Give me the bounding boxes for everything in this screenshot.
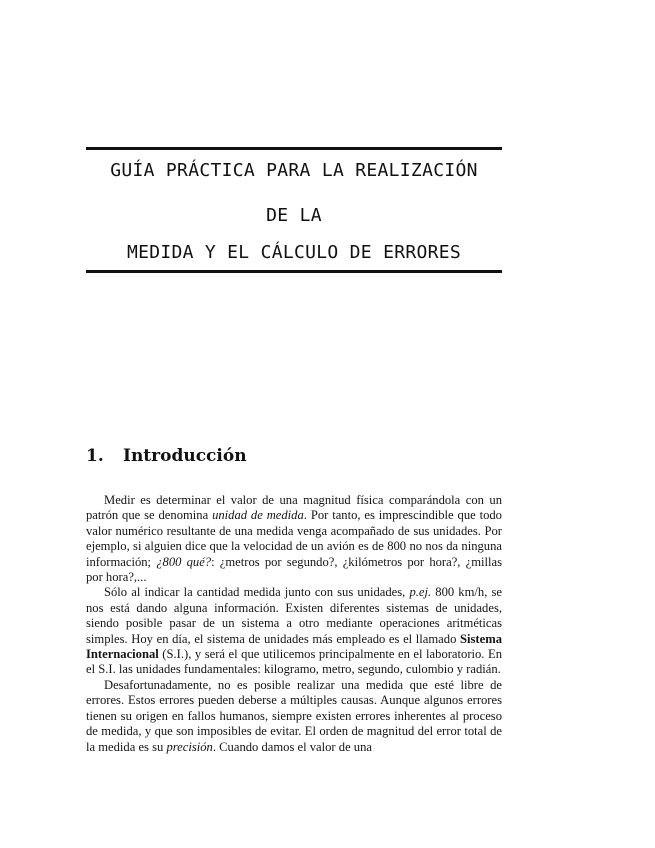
paragraph-2 [86,585,502,677]
paragraph-1-emphasis-unidad: unidad de medida [212,508,304,523]
paragraph-1-emphasis-question: ¿800 qué? [156,554,212,569]
paragraph-2-text-c: 800 km/h, se nos está dando alguna información. Existen diferentes sistemas de unidades, siendo posible pasar de un sistema a otro mediante operaciones aritméticas simples. Hoy en día, el sistema de unidades más empleado es el llamado [86,585,502,646]
paragraph-3-text-c: . Cuando damos el valor de una [212,739,372,754]
title-top-rule [86,147,502,150]
document-title-line-2: DE LA [266,205,322,226]
section-heading [86,446,247,466]
paragraph-1 [86,493,502,585]
paragraph-1-text-a: Medir es determinar el valor de una magnitud física comparándola con un patrón que se denomina [86,493,502,523]
paragraph-3 [86,678,502,755]
paragraph-2-text-a: Sólo al indicar la cantidad medida junto con sus unidades, [104,585,410,600]
paragraph-2-text-e: (S.I.), y será el que utilicemos principalmente en el laboratorio. En el S.I. las unidades fundamentales: kilogramo, metro, segundo, culombio y radián. [86,647,502,677]
paragraph-3-emphasis-precision: precisión [166,739,213,754]
paragraph-2-emphasis-pej: p.ej. [409,585,432,600]
section-title: Introducción [123,446,247,466]
paragraph-2-bold-si: Sistema Internacional [86,631,502,662]
paragraph-1-text-c: . Por tanto, es imprescindible que todo valor numérico resultante de una medida venga acompañado de sus unidades. Por ejemplo, si alguien dice que la velocidad de un avión es de 800 no nos da ninguna información; [86,508,502,569]
section-number: 1. [86,446,104,466]
title-bottom-rule [86,270,502,273]
document-title-line-3: MEDIDA Y EL CÁLCULO DE ERRORES [126,242,462,263]
paragraph-3-text-a: Desafortunadamente, no es posible realizar una medida que esté libre de errores. Estos errores pueden deberse a múltiples causas. Aunque algunos errores tienen su origen en fallos humanos, siempre existen errores inherentes al proceso de medida, y que son imposibles de evitar. El orden de magnitud del error total de la medida es su [86,677,502,754]
paragraph-1-text-e: : ¿metros por segundo?, ¿kilómetros por hora?, ¿millas por hora?,... [86,554,502,585]
body-text [86,493,502,755]
document-title-line-1: GUÍA PRÁCTICA PARA LA REALIZACIÓN [110,160,478,181]
